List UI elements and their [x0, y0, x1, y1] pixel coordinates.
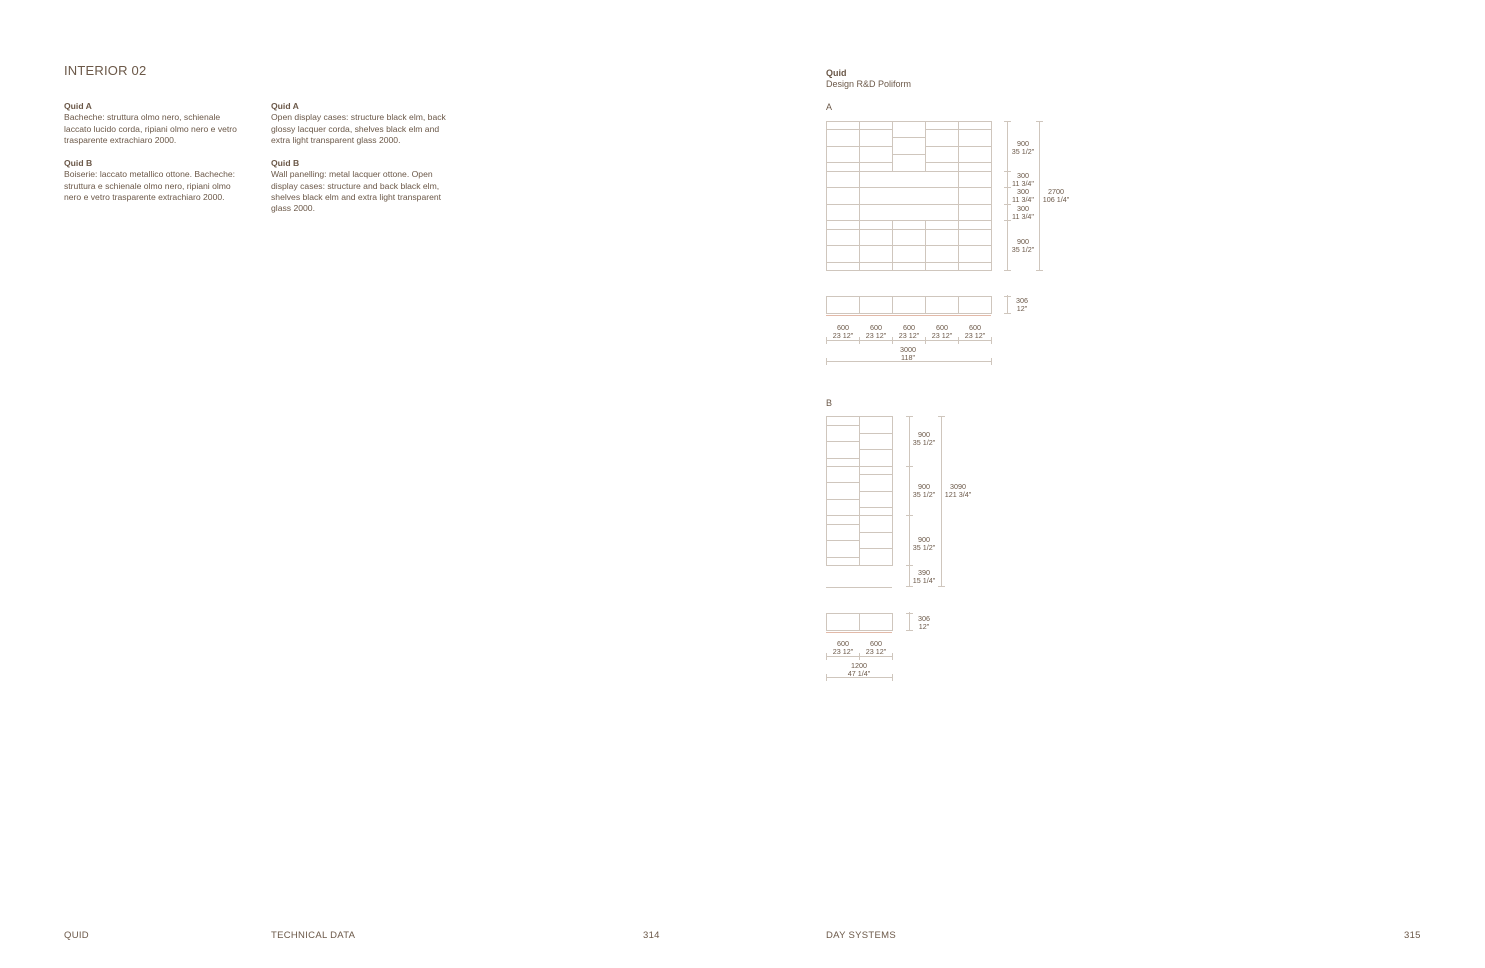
dim-a-h2-mm: 300: [1017, 171, 1029, 180]
dim-b-h2-in: 35 1/2": [912, 489, 936, 499]
dim-a-h2: [1010, 172, 1036, 187]
dim-a-w3: [894, 324, 924, 339]
dim-a-total-height: [1041, 188, 1071, 203]
dim-a-h3: [1010, 188, 1036, 203]
dim-b-total-height-in: 121 3/4": [944, 489, 972, 499]
dim-b-w1-in: 23 12": [832, 646, 854, 656]
dim-b-w2-mm: 600: [870, 639, 882, 648]
quid-b-heading-en: Quid B: [271, 158, 300, 169]
dim-b-w2-in: 23 12": [865, 646, 887, 656]
dim-b-h1-in: 35 1/2": [912, 437, 936, 447]
dim-a-h1-in: 35 1/2": [1011, 146, 1035, 156]
dim-a-w2-mm: 600: [870, 323, 882, 332]
dim-a-depth: [1012, 297, 1032, 312]
dim-b-h4-in: 15 1/4": [912, 575, 936, 585]
dim-b-total-width: [844, 662, 874, 677]
quid-a-text-en: Open display cases: structure black elm, back glossy lacquer corda, shelves black elm and extra light transparent glass 2000.: [271, 112, 446, 145]
dim-a-w1-mm: 600: [837, 323, 849, 332]
dim-a-w4-mm: 600: [936, 323, 948, 332]
footer-page-left: 314: [643, 930, 660, 941]
footer-page-right: 315: [1404, 930, 1421, 941]
dim-a-h2-in: 11 3/4": [1011, 178, 1034, 188]
dim-b-depth-in: 12": [918, 621, 930, 631]
dim-a-depth-in: 12": [1016, 303, 1028, 313]
dim-b-depth-mm: 306: [918, 614, 930, 623]
dim-a-h4-mm: 300: [1017, 204, 1029, 213]
dim-a-w2: [861, 324, 891, 339]
dim-b-h3-in: 35 1/2": [912, 542, 936, 552]
dim-a-total-height-in: 106 1/4": [1042, 194, 1070, 204]
quid-b-text-en: Wall panelling: metal lacquer ottone. Open display cases: structure and back black elm, shelves black elm and extra light transparent glass 2000.: [271, 169, 442, 214]
dim-a-w3-in: 23 12": [898, 330, 920, 340]
dim-a-w1-in: 23 12": [832, 330, 854, 340]
dim-b-h3: [911, 536, 937, 551]
dim-b-w2: [861, 640, 891, 655]
footer-section-right: DAY SYSTEMS: [826, 930, 896, 941]
drawing-a-elevation: [826, 121, 992, 271]
dim-b-total-height-mm: 3090: [950, 482, 966, 491]
dim-a-h4-in: 11 3/4": [1011, 211, 1034, 221]
dim-b-depth: [914, 615, 934, 630]
dim-a-h5: [1010, 238, 1036, 253]
quid-a-heading-en: Quid A: [271, 101, 299, 111]
dim-a-w4-in: 23 12": [931, 330, 953, 340]
dim-a-total-width-in: 118": [900, 352, 915, 362]
dim-a-w5: [960, 324, 990, 339]
footer-section-left: TECHNICAL DATA: [271, 930, 356, 941]
drawing-b-label: B: [826, 398, 833, 408]
dim-b-w1-mm: 600: [837, 639, 849, 648]
dim-a-h1: [1010, 140, 1036, 155]
quid-a-text-it: Bacheche: struttura olmo nero, schienale laccato lucido corda, ripiani olmo nero e vetro trasparente extrachiaro 2000.: [64, 112, 237, 145]
drawing-b-elevation: [826, 416, 893, 588]
dim-a-h4: [1010, 205, 1036, 220]
dim-a-w4: [927, 324, 957, 339]
dim-a-h3-in: 11 3/4": [1011, 194, 1034, 204]
dim-b-total-width-in: 47 1/4": [847, 668, 871, 678]
designer-credit: Design R&D Poliform: [826, 79, 912, 89]
dim-b-h4-mm: 390: [918, 568, 930, 577]
dim-a-w5-mm: 600: [969, 323, 981, 332]
dim-a-total-height-mm: 2700: [1048, 187, 1064, 196]
dim-a-depth-mm: 306: [1016, 296, 1028, 305]
dim-b-h2-mm: 900: [918, 482, 930, 491]
dim-a-w1: [828, 324, 858, 339]
quid-a-heading-it: Quid A: [64, 101, 92, 111]
dim-b-total-width-mm: 1200: [851, 661, 867, 670]
dim-a-w5-in: 23 12": [964, 330, 986, 340]
dim-a-total-width-mm: 3000: [900, 345, 916, 354]
dim-a-h3-mm: 300: [1017, 187, 1029, 196]
dim-a-h5-mm: 900: [1017, 237, 1029, 246]
quid-b-text-it: Boiserie: laccato metallico ottone. Bacheche: struttura e schienale olmo nero, ripiani olmo nero e vetro trasparente extrachiaro 2000.: [64, 169, 236, 203]
page-title: INTERIOR 02: [64, 63, 147, 78]
dim-b-h1-mm: 900: [918, 430, 930, 439]
quid-b-heading-it: Quid B: [64, 158, 93, 169]
dim-b-h2: [911, 483, 937, 498]
dim-b-h3-mm: 900: [918, 535, 930, 544]
footer-brand: QUID: [64, 930, 89, 941]
dim-b-h4: [911, 569, 937, 584]
dim-b-total-height: [943, 483, 973, 498]
dim-b-h1: [911, 431, 937, 446]
product-name: Quid: [826, 68, 847, 78]
dim-a-w2-in: 23 12": [865, 330, 887, 340]
dim-a-h5-in: 35 1/2": [1011, 244, 1035, 254]
drawing-a-label: A: [826, 102, 833, 112]
dim-b-w1: [828, 640, 858, 655]
dim-a-total-width: [893, 346, 923, 361]
dim-a-w3-mm: 600: [903, 323, 915, 332]
dim-a-h1-mm: 900: [1017, 139, 1029, 148]
